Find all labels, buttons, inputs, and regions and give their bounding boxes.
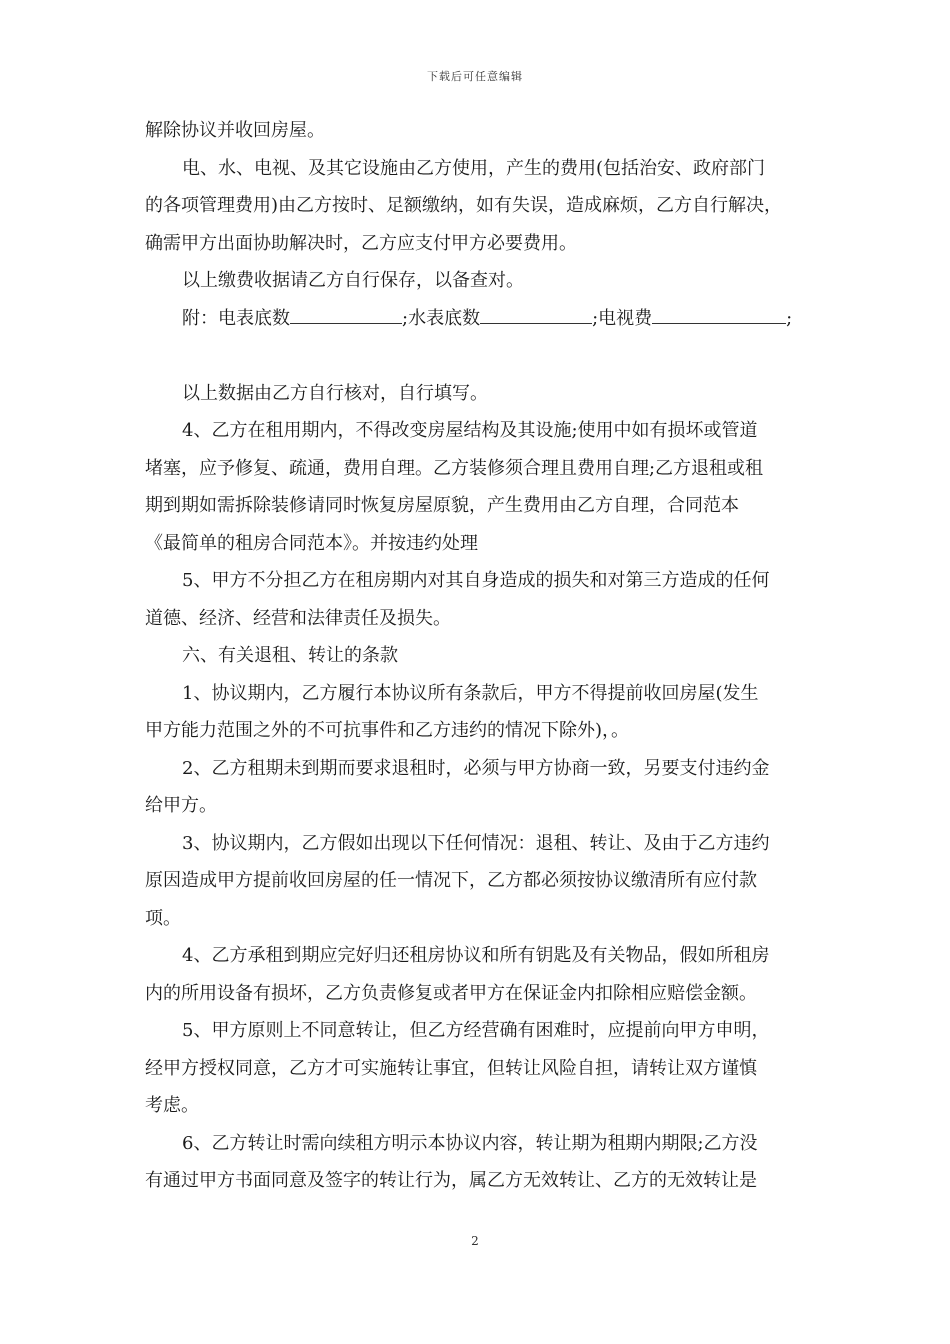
attachment-end: ; [786, 307, 793, 329]
electric-meter-label: 附：电表底数 [182, 307, 290, 329]
water-meter-blank[interactable] [480, 303, 592, 324]
body-line: 的各项管理费用)由乙方按时、足额缴纳，如有失误，造成麻烦，乙方自行解决， [145, 195, 783, 216]
body-line: 5、甲方不分担乙方在租房期内对其自身造成的损失和对第三方造成的任何 [182, 570, 770, 591]
body-line: 2、乙方租期未到期而要求退租时，必须与甲方协商一致，另要支付违约金 [182, 757, 770, 779]
blank-line [145, 337, 815, 375]
body-line: 3、协议期内，乙方假如出现以下任何情况：退租、转让、及由于乙方违约 [182, 832, 770, 854]
body-line: 6、乙方转让时需向续租方明示本协议内容，转让期为租期内期限;乙方没 [182, 1132, 758, 1154]
body-line: 期到期如需拆除装修请同时恢复房屋原貌，产生费用由乙方自理，合同范本 [145, 495, 739, 516]
body-line: 给甲方。 [145, 795, 217, 816]
body-line: 考虑。 [145, 1095, 199, 1116]
body-line: 4、乙方在租用期内，不得改变房屋结构及其设施;使用中如有损坏或管道 [182, 420, 758, 441]
tv-fee-blank[interactable] [652, 303, 786, 324]
body-line: 以上数据由乙方自行核对，自行填写。 [182, 382, 488, 404]
section-heading: 六、有关退租、转让的条款 [182, 645, 398, 666]
page-header: 下载后可任意编辑 [427, 70, 523, 83]
body-line: 项。 [145, 907, 181, 929]
paragraph-group-1 [145, 112, 815, 300]
body-line: 《最简单的租房合同范本》。并按违约处理 [145, 532, 478, 554]
body-line: 5、甲方原则上不同意转让，但乙方经营确有困难时，应提前向甲方申明， [182, 1020, 770, 1041]
electric-meter-blank[interactable] [290, 303, 402, 324]
paragraph-group-2 [145, 375, 815, 1200]
body-line: 原因造成甲方提前收回房屋的任一情况下，乙方都必须按协议缴清所有应付款 [145, 870, 757, 891]
body-line: 堵塞，应予修复、疏通，费用自理。乙方装修须合理且费用自理;乙方退租或租 [145, 457, 764, 479]
water-meter-label: ;水表底数 [402, 307, 481, 329]
body-line: 有通过甲方书面同意及签字的转让行为，属乙方无效转让、乙方的无效转让是 [145, 1170, 757, 1191]
body-line: 以上缴费收据请乙方自行保存，以备查对。 [182, 270, 524, 291]
body-line: 道德、经济、经营和法律责任及损失。 [145, 607, 451, 629]
page-number: 2 [471, 1234, 479, 1248]
body-line: 解除协议并收回房屋。 [145, 120, 325, 141]
meter-reading-line [145, 300, 815, 338]
document-body [145, 112, 815, 1200]
body-line: 确需甲方出面协助解决时，乙方应支付甲方必要费用。 [145, 232, 577, 254]
tv-fee-label: ;电视费 [592, 307, 653, 329]
body-line: 内的所用设备有损坏，乙方负责修复或者甲方在保证金内扣除相应赔偿金额。 [145, 982, 757, 1004]
body-line: 经甲方授权同意，乙方才可实施转让事宜，但转让风险自担，请转让双方谨慎 [145, 1057, 757, 1079]
body-line: 1、协议期内，乙方履行本协议所有条款后，甲方不得提前收回房屋(发生 [182, 682, 759, 704]
body-line: 电、水、电视、及其它设施由乙方使用，产生的费用(包括治安、政府部门 [182, 157, 766, 179]
body-line: 4、乙方承租到期应完好归还租房协议和所有钥匙及有关物品，假如所租房 [182, 945, 770, 966]
body-line: 甲方能力范围之外的不可抗事件和乙方违约的情况下除外)，。 [145, 720, 630, 741]
